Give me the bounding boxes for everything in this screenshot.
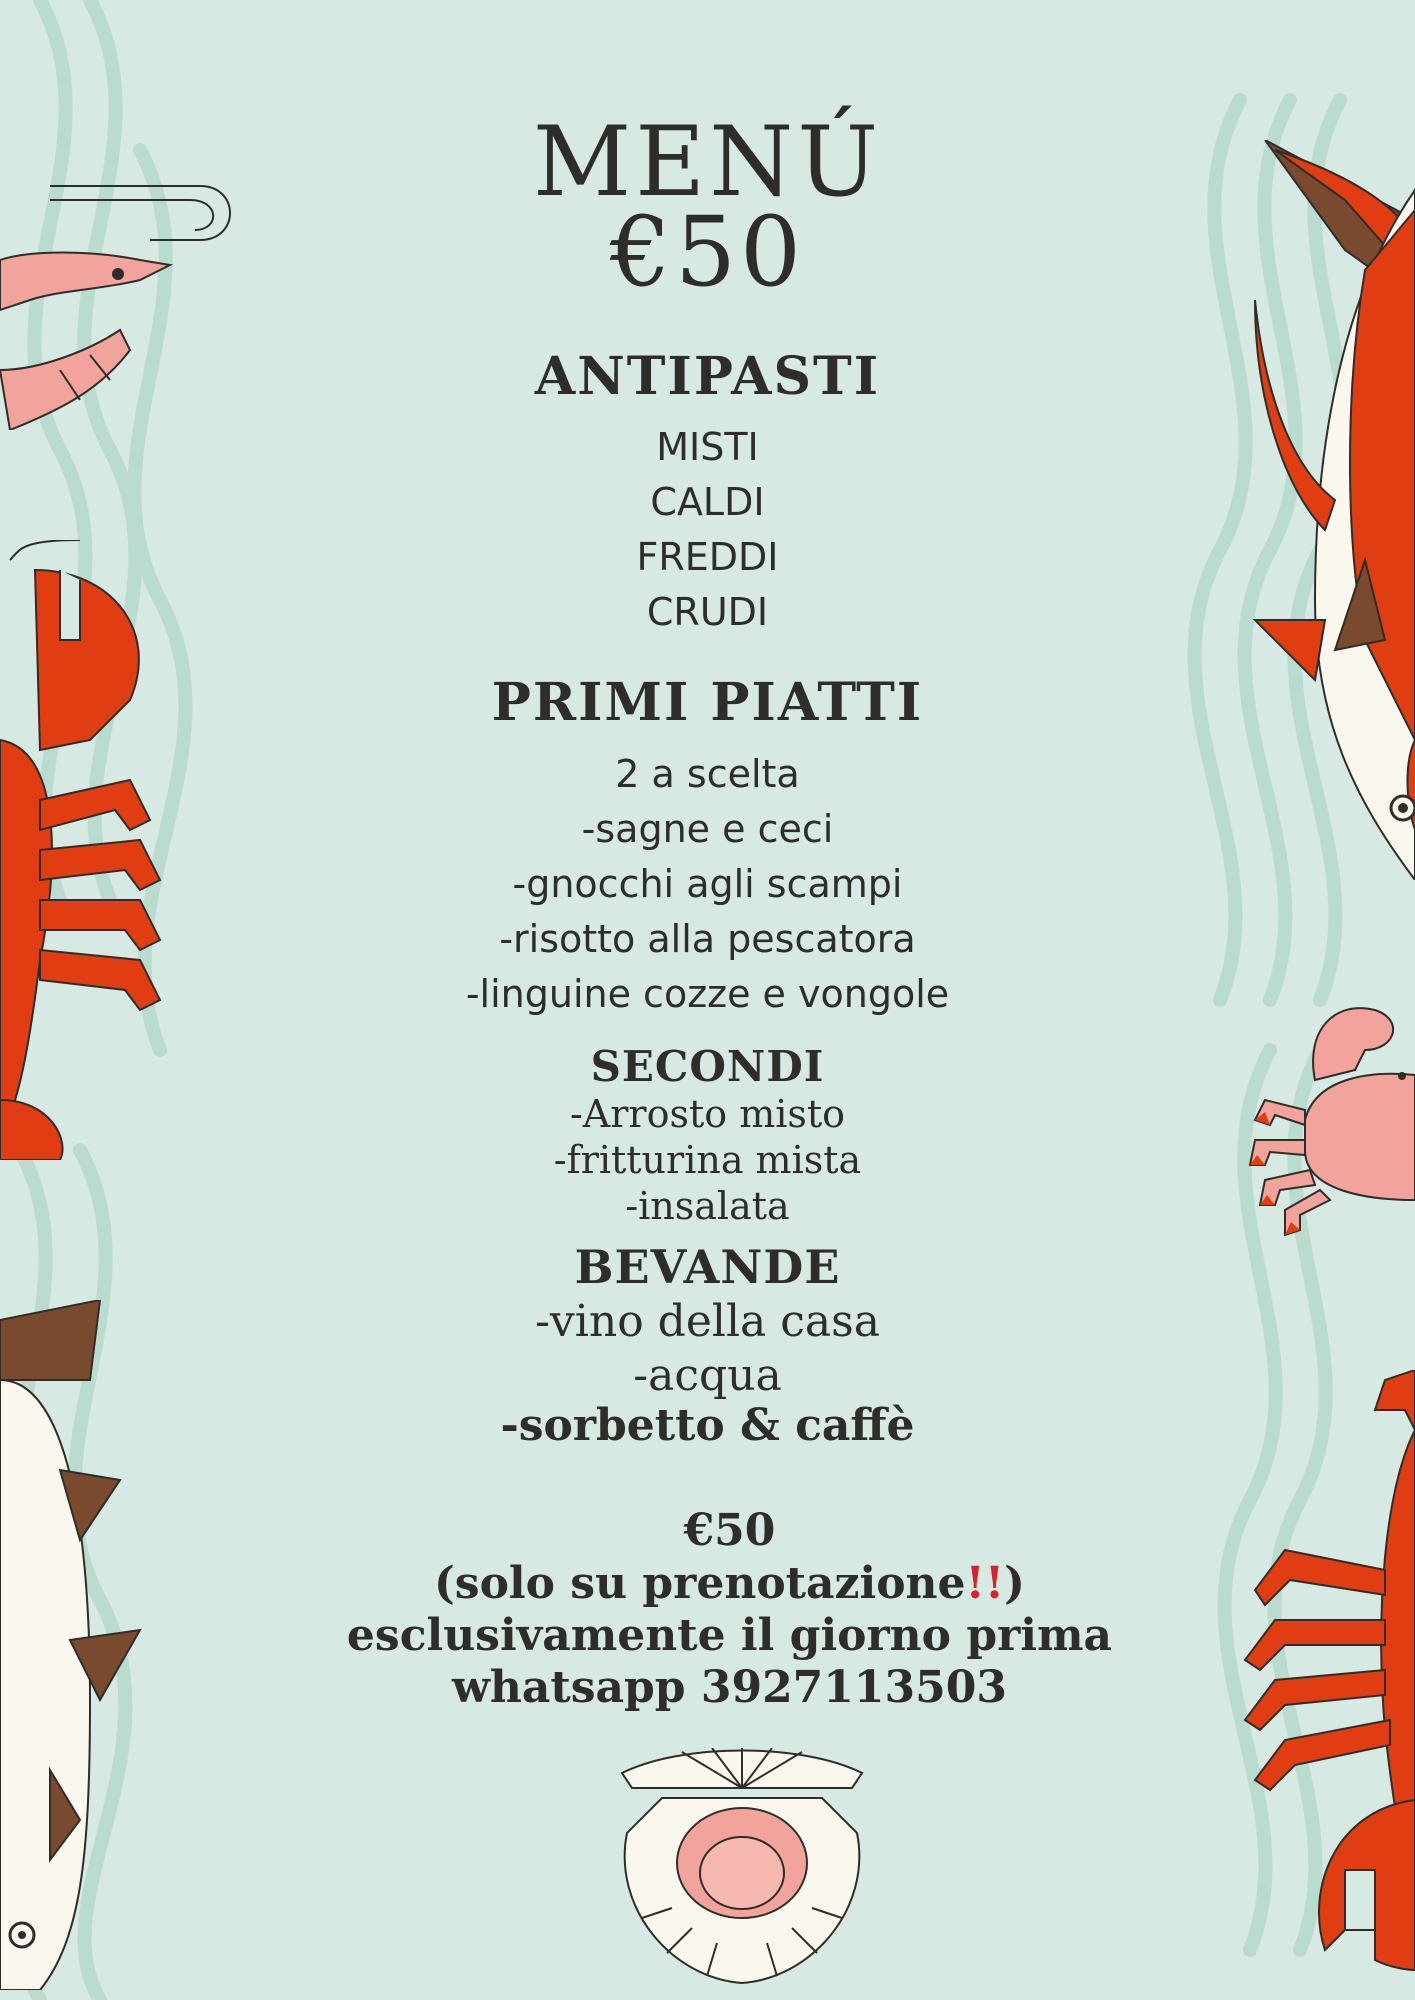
- bevande-heading: BEVANDE: [574, 1240, 841, 1294]
- primi-heading: PRIMI PIATTI: [491, 672, 924, 733]
- primi-item: -sagne e ceci: [581, 807, 834, 851]
- secondi-item: -fritturina mista: [553, 1138, 862, 1182]
- bevande-item: -acqua: [633, 1350, 782, 1401]
- secondi-heading: SECONDI: [590, 1042, 825, 1091]
- bevande-item: -vino della casa: [535, 1296, 880, 1347]
- primi-item: -gnocchi agli scampi: [512, 862, 903, 906]
- menu-price: €50: [609, 196, 806, 308]
- antipasti-item: CRUDI: [646, 590, 769, 634]
- secondi-item: -Arrosto misto: [569, 1092, 846, 1136]
- antipasti-item: MISTI: [656, 425, 759, 469]
- bevande-extra: -sorbetto & caffè: [500, 1400, 915, 1451]
- day-before-note: esclusivamente il giorno prima: [346, 1610, 1113, 1661]
- exclamation-icon: !!: [965, 1558, 1005, 1609]
- antipasti-item: FREDDI: [636, 535, 779, 579]
- menu-title: MENÚ: [532, 106, 883, 218]
- primi-item: -risotto alla pescatora: [499, 917, 916, 961]
- footer-price: €50: [683, 1505, 776, 1556]
- whatsapp-contact: whatsapp 3927113503: [452, 1662, 1007, 1713]
- booking-note: (solo su prenotazione!!): [433, 1558, 1025, 1609]
- primi-note: 2 a scelta: [615, 752, 800, 796]
- primi-item: -linguine cozze e vongole: [465, 972, 950, 1016]
- secondi-item: -insalata: [625, 1184, 790, 1228]
- antipasti-item: CALDI: [650, 480, 765, 524]
- antipasti-heading: ANTIPASTI: [534, 346, 881, 407]
